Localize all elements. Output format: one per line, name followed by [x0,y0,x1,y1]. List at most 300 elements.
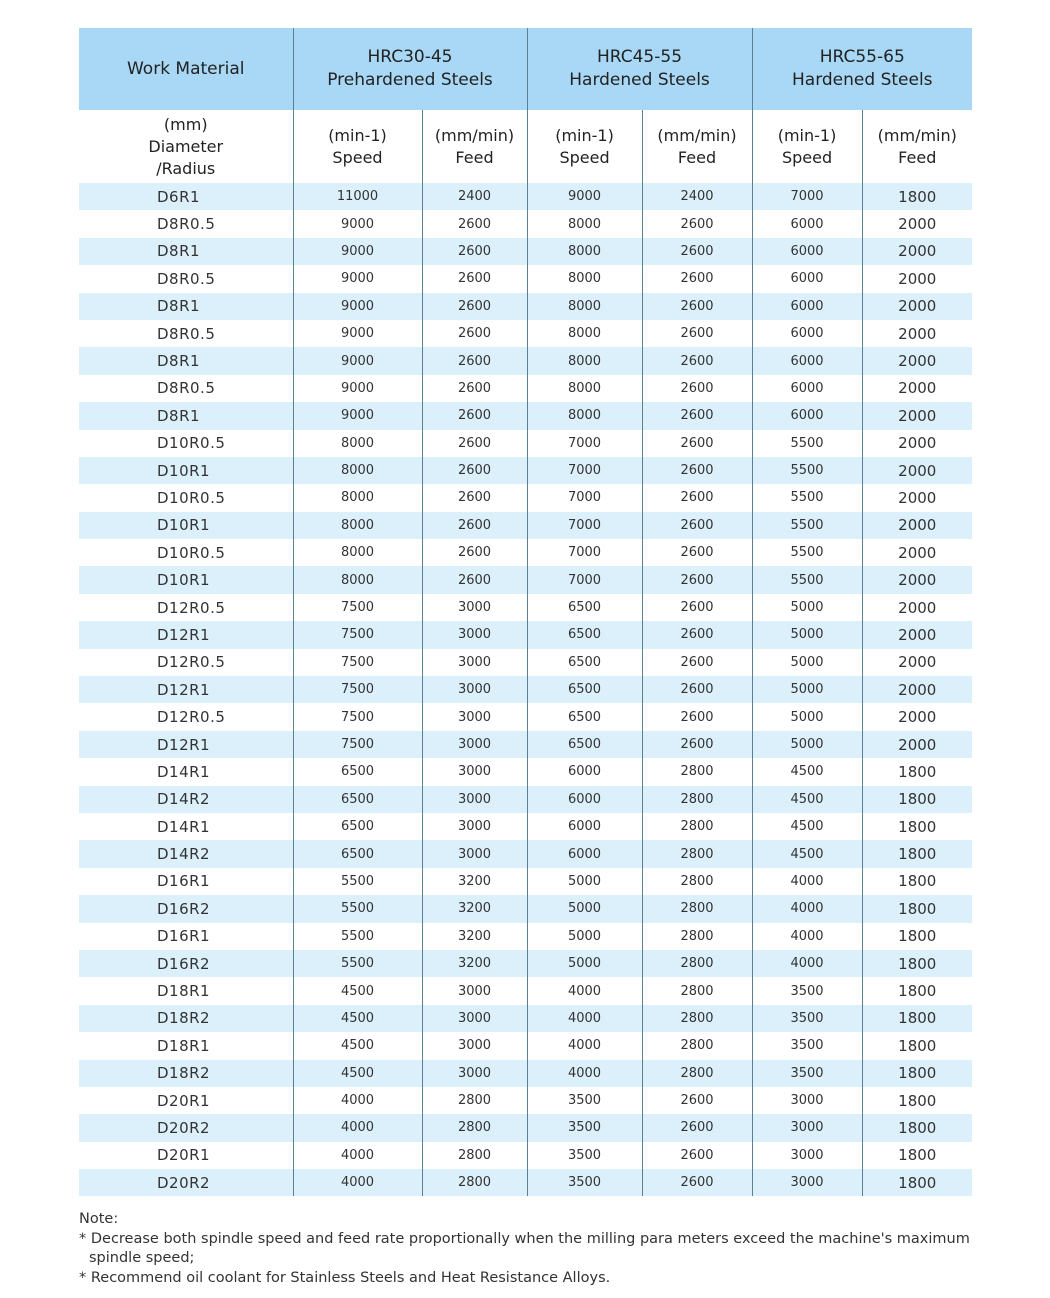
feed-cell-hrc30-45: 3000 [422,1032,527,1059]
speed-cell-hrc55-65: 3000 [752,1087,862,1114]
speed-cell-hrc45-55: 3500 [527,1169,642,1196]
table-row [79,758,972,785]
feed-cell-hrc45-55: 2600 [642,649,752,676]
feed-cell-hrc55-65: 1800 [862,950,972,977]
group-header-hrc45-55 [527,28,752,110]
feed-cell-hrc30-45: 3200 [422,868,527,895]
note-line-spindle-cont: spindle speed; [89,1250,195,1266]
speed-cell-hrc55-65: 4000 [752,923,862,950]
table-row [79,868,972,895]
feed-cell-hrc30-45: 3000 [422,1060,527,1087]
table-row [79,566,972,593]
feed-cell-hrc45-55: 2600 [642,347,752,374]
speed-cell-hrc55-65: 4500 [752,758,862,785]
feed-cell-hrc55-65: 2000 [862,566,972,593]
feed-cell-hrc55-65: 1800 [862,1114,972,1141]
feed-cell-hrc30-45: 3000 [422,731,527,758]
speed-cell-hrc55-65: 6000 [752,265,862,292]
speed-cell-hrc30-45: 7500 [293,703,422,730]
speed-cell-hrc45-55: 7000 [527,539,642,566]
size-cell: D8R1 [79,402,293,429]
speed-cell-hrc55-65: 6000 [752,293,862,320]
feed-unit: (mm/min) [434,125,515,145]
feed-cell-hrc55-65: 2000 [862,402,972,429]
table-row [79,183,972,210]
speed-cell-hrc55-65: 3000 [752,1142,862,1169]
feed-header-2 [642,110,752,183]
table-row [79,1087,972,1114]
speed-cell-hrc30-45: 7500 [293,676,422,703]
speed-header-1 [293,110,422,183]
note-section [79,1210,979,1288]
feed-cell-hrc45-55: 2600 [642,484,752,511]
feed-cell-hrc55-65: 2000 [862,375,972,402]
speed-cell-hrc45-55: 7000 [527,484,642,511]
feed-cell-hrc30-45: 2600 [422,347,527,374]
table-row [79,1060,972,1087]
feed-cell-hrc30-45: 2600 [422,430,527,457]
speed-unit: (min-1) [777,125,837,145]
speed-cell-hrc45-55: 8000 [527,210,642,237]
feed-cell-hrc55-65: 2000 [862,676,972,703]
table-row [79,320,972,347]
feed-cell-hrc45-55: 2600 [642,430,752,457]
feed-cell-hrc45-55: 2800 [642,950,752,977]
size-cell: D8R0.5 [79,265,293,292]
speed-cell-hrc30-45: 9000 [293,238,422,265]
feed-cell-hrc45-55: 2600 [642,375,752,402]
speed-cell-hrc30-45: 4500 [293,1060,422,1087]
speed-cell-hrc45-55: 4000 [527,1032,642,1059]
feed-cell-hrc55-65: 2000 [862,238,972,265]
size-cell: D16R2 [79,950,293,977]
table-row [79,703,972,730]
feed-cell-hrc55-65: 2000 [862,649,972,676]
speed-cell-hrc45-55: 5000 [527,950,642,977]
speed-cell-hrc45-55: 5000 [527,868,642,895]
speed-cell-hrc55-65: 5500 [752,457,862,484]
speed-cell-hrc45-55: 6500 [527,676,642,703]
feed-cell-hrc45-55: 2600 [642,1142,752,1169]
speed-cell-hrc55-65: 5500 [752,566,862,593]
speed-cell-hrc30-45: 9000 [293,347,422,374]
speed-cell-hrc30-45: 5500 [293,895,422,922]
feed-cell-hrc30-45: 2600 [422,566,527,593]
feed-cell-hrc30-45: 2600 [422,293,527,320]
group-header-hrc55-65 [752,28,972,110]
feed-cell-hrc45-55: 2600 [642,238,752,265]
feed-cell-hrc30-45: 3000 [422,813,527,840]
feed-cell-hrc45-55: 2800 [642,813,752,840]
feed-cell-hrc55-65: 2000 [862,731,972,758]
feed-cell-hrc45-55: 2800 [642,758,752,785]
speed-cell-hrc45-55: 3500 [527,1087,642,1114]
feed-cell-hrc30-45: 3200 [422,923,527,950]
speed-header-3 [752,110,862,183]
group-header-line2: Prehardened Steels [327,70,493,90]
feed-cell-hrc45-55: 2600 [642,512,752,539]
feed-header-1 [422,110,527,183]
feed-cell-hrc55-65: 1800 [862,923,972,950]
speed-cell-hrc45-55: 8000 [527,265,642,292]
speed-cell-hrc30-45: 6500 [293,786,422,813]
speed-cell-hrc55-65: 7000 [752,183,862,210]
speed-cell-hrc30-45: 9000 [293,265,422,292]
speed-cell-hrc55-65: 5000 [752,703,862,730]
group-header-line1: HRC45-55 [597,47,683,67]
table-row [79,840,972,867]
feed-cell-hrc45-55: 2600 [642,293,752,320]
feed-cell-hrc45-55: 2600 [642,457,752,484]
table-row [79,512,972,539]
feed-cell-hrc55-65: 2000 [862,293,972,320]
feed-cell-hrc55-65: 2000 [862,320,972,347]
feed-cell-hrc30-45: 3000 [422,786,527,813]
feed-cell-hrc30-45: 2600 [422,375,527,402]
speed-cell-hrc30-45: 4500 [293,1032,422,1059]
feed-cell-hrc55-65: 1800 [862,1060,972,1087]
feed-cell-hrc55-65: 2000 [862,457,972,484]
speed-cell-hrc45-55: 8000 [527,402,642,429]
speed-cell-hrc45-55: 6500 [527,731,642,758]
note-line-coolant: * Recommend oil coolant for Stainless Steels and Heat Resistance Alloys. [79,1269,611,1286]
size-cell: D10R0.5 [79,484,293,511]
speed-cell-hrc55-65: 6000 [752,347,862,374]
feed-label: Feed [677,147,717,167]
feed-cell-hrc30-45: 2600 [422,265,527,292]
speed-cell-hrc45-55: 3500 [527,1142,642,1169]
feed-cell-hrc45-55: 2600 [642,402,752,429]
size-cell: D18R2 [79,1005,293,1032]
group-header-line2: Hardened Steels [569,70,710,90]
feed-cell-hrc30-45: 3000 [422,676,527,703]
speed-cell-hrc30-45: 6500 [293,813,422,840]
feed-cell-hrc30-45: 2800 [422,1142,527,1169]
feed-cell-hrc55-65: 1800 [862,786,972,813]
feed-cell-hrc55-65: 2000 [862,703,972,730]
table-row [79,375,972,402]
speed-cell-hrc30-45: 4500 [293,977,422,1004]
feed-cell-hrc45-55: 2400 [642,183,752,210]
table-row [79,977,972,1004]
feed-cell-hrc55-65: 2000 [862,210,972,237]
feed-label: Feed [455,147,494,167]
size-cell: D10R1 [79,512,293,539]
size-cell: D14R2 [79,840,293,867]
speed-cell-hrc30-45: 8000 [293,539,422,566]
speed-cell-hrc55-65: 6000 [752,238,862,265]
table-row [79,1005,972,1032]
feed-cell-hrc45-55: 2600 [642,1087,752,1114]
speed-cell-hrc45-55: 8000 [527,238,642,265]
feed-cell-hrc55-65: 1800 [862,868,972,895]
feed-cell-hrc30-45: 2600 [422,320,527,347]
table-row [79,430,972,457]
speed-cell-hrc45-55: 4000 [527,977,642,1004]
speed-cell-hrc55-65: 4500 [752,786,862,813]
feed-cell-hrc30-45: 2800 [422,1114,527,1141]
size-cell: D6R1 [79,183,293,210]
feed-cell-hrc45-55: 2600 [642,566,752,593]
speed-cell-hrc30-45: 5500 [293,868,422,895]
speed-cell-hrc30-45: 4000 [293,1169,422,1196]
feed-cell-hrc55-65: 1800 [862,895,972,922]
speed-cell-hrc55-65: 4500 [752,813,862,840]
feed-cell-hrc55-65: 1800 [862,758,972,785]
feed-cell-hrc30-45: 3000 [422,1005,527,1032]
speed-cell-hrc55-65: 5500 [752,484,862,511]
size-cell: D12R1 [79,676,293,703]
feed-cell-hrc55-65: 1800 [862,977,972,1004]
speed-cell-hrc45-55: 4000 [527,1060,642,1087]
speed-cell-hrc45-55: 7000 [527,457,642,484]
speed-cell-hrc30-45: 9000 [293,293,422,320]
speed-cell-hrc30-45: 9000 [293,320,422,347]
size-cell: D12R0.5 [79,703,293,730]
size-cell: D18R2 [79,1060,293,1087]
speed-cell-hrc45-55: 5000 [527,895,642,922]
speed-cell-hrc30-45: 9000 [293,375,422,402]
speed-cell-hrc45-55: 8000 [527,347,642,374]
size-cell: D10R0.5 [79,430,293,457]
feed-cell-hrc45-55: 2600 [642,594,752,621]
size-cell: D8R0.5 [79,375,293,402]
table-row [79,676,972,703]
speed-cell-hrc45-55: 6500 [527,621,642,648]
feed-cell-hrc30-45: 2600 [422,512,527,539]
table-row [79,1032,972,1059]
group-header-line1: HRC55-65 [819,47,905,67]
speed-cell-hrc45-55: 7000 [527,512,642,539]
cutting-parameters-table-container [79,28,972,1196]
feed-cell-hrc45-55: 2800 [642,895,752,922]
feed-cell-hrc30-45: 2600 [422,539,527,566]
feed-cell-hrc45-55: 2800 [642,923,752,950]
table-row [79,923,972,950]
table-row [79,649,972,676]
note-line-spindle: * Decrease both spindle speed and feed rate proportionally when the milling para meters exceed the machine's maximum [79,1230,970,1247]
speed-cell-hrc55-65: 4000 [752,950,862,977]
table-row [79,594,972,621]
feed-cell-hrc30-45: 2600 [422,210,527,237]
table-row [79,484,972,511]
table-row [79,621,972,648]
speed-cell-hrc45-55: 8000 [527,320,642,347]
table-row [79,238,972,265]
size-cell: D12R0.5 [79,594,293,621]
size-label-diameter: Diameter [148,136,224,156]
group-header-line1: HRC30-45 [367,47,453,67]
work-material-header: Work Material [79,28,293,110]
size-cell: D14R1 [79,813,293,840]
feed-cell-hrc30-45: 3200 [422,950,527,977]
size-cell: D8R1 [79,293,293,320]
table-row [79,786,972,813]
feed-cell-hrc45-55: 2800 [642,786,752,813]
size-cell: D20R2 [79,1114,293,1141]
speed-cell-hrc55-65: 3000 [752,1169,862,1196]
speed-cell-hrc30-45: 8000 [293,566,422,593]
feed-cell-hrc55-65: 2000 [862,484,972,511]
speed-cell-hrc30-45: 4500 [293,1005,422,1032]
size-cell: D12R1 [79,731,293,758]
speed-cell-hrc30-45: 7500 [293,621,422,648]
size-cell: D8R0.5 [79,320,293,347]
feed-cell-hrc45-55: 2600 [642,1114,752,1141]
speed-cell-hrc30-45: 5500 [293,950,422,977]
speed-cell-hrc55-65: 5000 [752,731,862,758]
table-row [79,347,972,374]
table-row [79,950,972,977]
speed-cell-hrc30-45: 7500 [293,649,422,676]
feed-cell-hrc45-55: 2800 [642,977,752,1004]
speed-cell-hrc55-65: 6000 [752,402,862,429]
feed-cell-hrc55-65: 2000 [862,512,972,539]
feed-label: Feed [898,147,937,167]
speed-unit: (min-1) [555,125,614,145]
feed-cell-hrc30-45: 3000 [422,621,527,648]
feed-unit: (mm/min) [657,125,737,145]
feed-cell-hrc45-55: 2600 [642,265,752,292]
speed-cell-hrc30-45: 7500 [293,594,422,621]
feed-cell-hrc55-65: 1800 [862,1169,972,1196]
feed-cell-hrc45-55: 2800 [642,868,752,895]
speed-cell-hrc45-55: 5000 [527,923,642,950]
table-row [79,265,972,292]
speed-cell-hrc45-55: 7000 [527,430,642,457]
speed-cell-hrc45-55: 6500 [527,649,642,676]
feed-cell-hrc45-55: 2600 [642,621,752,648]
size-cell: D10R1 [79,457,293,484]
size-cell: D16R1 [79,868,293,895]
speed-cell-hrc30-45: 6500 [293,758,422,785]
speed-cell-hrc55-65: 4500 [752,840,862,867]
size-cell: D12R1 [79,621,293,648]
table-row [79,1142,972,1169]
speed-cell-hrc30-45: 4000 [293,1142,422,1169]
speed-cell-hrc30-45: 9000 [293,402,422,429]
size-cell: D20R2 [79,1169,293,1196]
feed-cell-hrc55-65: 1800 [862,1032,972,1059]
feed-cell-hrc45-55: 2600 [642,1169,752,1196]
speed-cell-hrc55-65: 3500 [752,977,862,1004]
feed-cell-hrc30-45: 3000 [422,758,527,785]
feed-cell-hrc45-55: 2800 [642,1005,752,1032]
speed-cell-hrc45-55: 6000 [527,813,642,840]
speed-label: Speed [332,147,383,167]
speed-cell-hrc45-55: 6500 [527,594,642,621]
speed-cell-hrc45-55: 6000 [527,758,642,785]
speed-cell-hrc55-65: 5000 [752,621,862,648]
feed-cell-hrc45-55: 2600 [642,320,752,347]
size-cell: D10R0.5 [79,539,293,566]
feed-cell-hrc45-55: 2600 [642,210,752,237]
group-header-line2: Hardened Steels [792,70,933,90]
speed-header-2 [527,110,642,183]
size-cell: D12R0.5 [79,649,293,676]
feed-cell-hrc45-55: 2800 [642,1060,752,1087]
size-cell: D10R1 [79,566,293,593]
speed-label: Speed [781,147,833,167]
feed-cell-hrc30-45: 3200 [422,895,527,922]
note-title: Note: [79,1211,119,1227]
speed-cell-hrc55-65: 5500 [752,430,862,457]
feed-cell-hrc30-45: 2600 [422,402,527,429]
size-unit: (mm) [163,114,208,134]
table-row [79,539,972,566]
feed-cell-hrc55-65: 1800 [862,1087,972,1114]
feed-cell-hrc55-65: 1800 [862,840,972,867]
size-cell: D18R1 [79,1032,293,1059]
feed-cell-hrc30-45: 3000 [422,594,527,621]
feed-cell-hrc30-45: 3000 [422,840,527,867]
table-row [79,1169,972,1196]
speed-cell-hrc30-45: 4000 [293,1087,422,1114]
size-column-header [79,110,293,183]
feed-cell-hrc55-65: 2000 [862,265,972,292]
speed-cell-hrc30-45: 5500 [293,923,422,950]
feed-cell-hrc45-55: 2600 [642,676,752,703]
feed-cell-hrc30-45: 2800 [422,1169,527,1196]
speed-cell-hrc30-45: 8000 [293,457,422,484]
size-cell: D14R2 [79,786,293,813]
feed-cell-hrc45-55: 2600 [642,731,752,758]
table-body [79,183,972,1196]
speed-cell-hrc55-65: 5000 [752,649,862,676]
header-row-groups [79,28,972,110]
size-cell: D8R1 [79,238,293,265]
speed-cell-hrc55-65: 5500 [752,512,862,539]
speed-cell-hrc45-55: 6000 [527,786,642,813]
feed-cell-hrc45-55: 2800 [642,840,752,867]
table-row [79,402,972,429]
table-row [79,895,972,922]
feed-cell-hrc55-65: 2000 [862,347,972,374]
feed-cell-hrc30-45: 2400 [422,183,527,210]
table-row [79,293,972,320]
size-cell: D20R1 [79,1087,293,1114]
speed-cell-hrc30-45: 8000 [293,512,422,539]
feed-cell-hrc30-45: 2800 [422,1087,527,1114]
speed-cell-hrc45-55: 8000 [527,375,642,402]
size-cell: D18R1 [79,977,293,1004]
feed-cell-hrc55-65: 1800 [862,1005,972,1032]
speed-cell-hrc30-45: 6500 [293,840,422,867]
feed-cell-hrc30-45: 2600 [422,484,527,511]
cutting-parameters-table [79,28,972,1196]
table-row [79,1114,972,1141]
speed-unit: (min-1) [328,125,387,145]
speed-cell-hrc45-55: 6500 [527,703,642,730]
feed-cell-hrc45-55: 2600 [642,703,752,730]
speed-cell-hrc55-65: 6000 [752,320,862,347]
table-row [79,731,972,758]
speed-cell-hrc55-65: 3500 [752,1060,862,1087]
speed-cell-hrc55-65: 4000 [752,895,862,922]
speed-cell-hrc55-65: 3000 [752,1114,862,1141]
size-label-radius: /Radius [156,158,216,178]
size-cell: D20R1 [79,1142,293,1169]
speed-cell-hrc30-45: 11000 [293,183,422,210]
speed-cell-hrc55-65: 5000 [752,594,862,621]
group-header-hrc30-45 [293,28,527,110]
speed-cell-hrc45-55: 7000 [527,566,642,593]
feed-cell-hrc55-65: 1800 [862,1142,972,1169]
speed-cell-hrc45-55: 3500 [527,1114,642,1141]
feed-unit: (mm/min) [877,125,957,145]
size-cell: D8R1 [79,347,293,374]
table-row [79,813,972,840]
